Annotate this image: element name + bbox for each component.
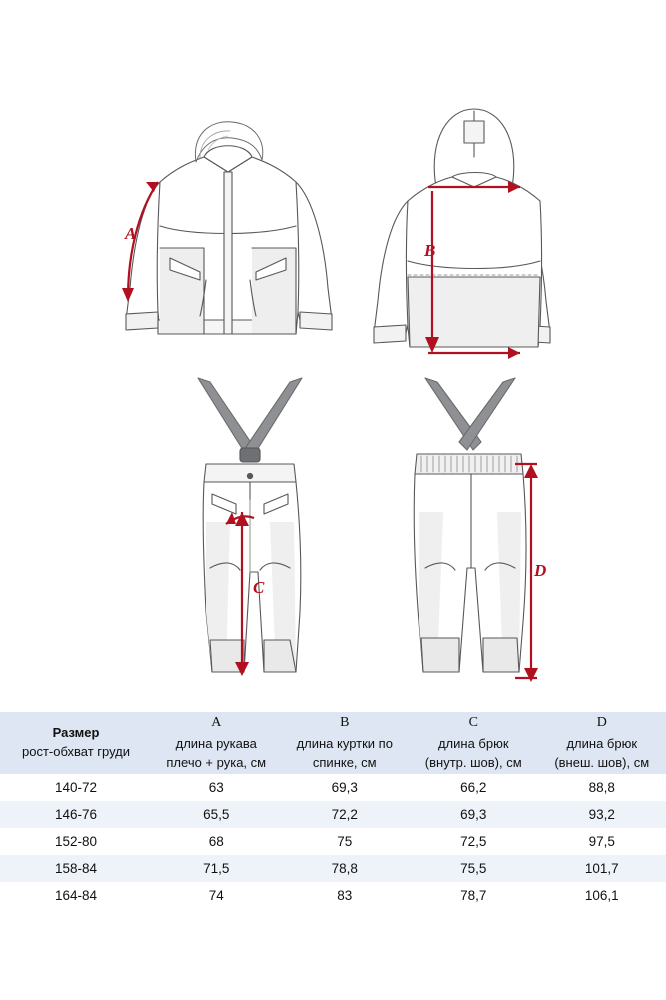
header-col-a bbox=[152, 712, 281, 774]
cell-c: 75,5 bbox=[409, 855, 538, 882]
pants-front-illustration bbox=[170, 372, 350, 702]
cell-d: 93,2 bbox=[538, 801, 666, 828]
measure-label-c: C bbox=[253, 578, 265, 597]
header-col-a-line1: длина рукава bbox=[175, 736, 257, 752]
header-size bbox=[0, 712, 152, 774]
cell-b: 72,2 bbox=[281, 801, 410, 828]
jacket-back-illustration bbox=[350, 95, 580, 375]
table-header-row bbox=[0, 712, 666, 774]
table-row bbox=[0, 774, 666, 801]
cell-d: 106,1 bbox=[538, 882, 666, 909]
header-col-b bbox=[281, 712, 410, 774]
header-size-subtitle: рост-обхват груди bbox=[22, 744, 130, 759]
table-row bbox=[0, 855, 666, 882]
cell-b: 83 bbox=[281, 882, 410, 909]
header-col-c bbox=[409, 712, 538, 774]
header-col-d-line1: длина брюк bbox=[566, 736, 638, 752]
header-col-d bbox=[538, 712, 666, 774]
cell-size: 140-72 bbox=[0, 774, 152, 801]
header-col-b-letter: B bbox=[340, 715, 350, 730]
cell-a: 65,5 bbox=[152, 801, 281, 828]
cell-a: 68 bbox=[152, 828, 281, 855]
cell-size: 146-76 bbox=[0, 801, 152, 828]
measure-label-b: B bbox=[424, 241, 436, 260]
cell-b: 75 bbox=[281, 828, 410, 855]
cell-b: 78,8 bbox=[281, 855, 410, 882]
header-size-title: Размер bbox=[52, 725, 100, 741]
header-col-d-line2: (внеш. шов), см bbox=[554, 755, 650, 771]
header-col-c-letter: C bbox=[468, 715, 478, 730]
cell-c: 72,5 bbox=[409, 828, 538, 855]
header-col-c-line1: длина брюк bbox=[437, 736, 509, 752]
cell-c: 69,3 bbox=[409, 801, 538, 828]
size-table bbox=[0, 712, 666, 909]
cell-a: 71,5 bbox=[152, 855, 281, 882]
header-col-a-letter: A bbox=[211, 715, 222, 730]
header-col-b-line1: длина куртки по bbox=[296, 736, 393, 752]
cell-d: 101,7 bbox=[538, 855, 666, 882]
cell-c: 78,7 bbox=[409, 882, 538, 909]
cell-c: 66,2 bbox=[409, 774, 538, 801]
cell-a: 63 bbox=[152, 774, 281, 801]
header-col-b-line2: спинке, см bbox=[312, 755, 377, 771]
measure-label-d: D bbox=[534, 561, 547, 580]
table-row bbox=[0, 828, 666, 855]
cell-b: 69,3 bbox=[281, 774, 410, 801]
header-col-a-line2: плечо + рука, см bbox=[166, 755, 267, 771]
pants-back-illustration bbox=[385, 372, 565, 702]
cell-d: 88,8 bbox=[538, 774, 666, 801]
cell-size: 164-84 bbox=[0, 882, 152, 909]
cell-a: 74 bbox=[152, 882, 281, 909]
cell-d: 97,5 bbox=[538, 828, 666, 855]
cell-size: 152-80 bbox=[0, 828, 152, 855]
table-row bbox=[0, 801, 666, 828]
header-col-d-letter: D bbox=[596, 715, 607, 730]
jacket-front-illustration bbox=[100, 120, 360, 370]
cell-size: 158-84 bbox=[0, 855, 152, 882]
table-row bbox=[0, 882, 666, 909]
measure-label-a: A bbox=[125, 224, 137, 243]
header-col-c-line2: (внутр. шов), см bbox=[424, 755, 522, 771]
